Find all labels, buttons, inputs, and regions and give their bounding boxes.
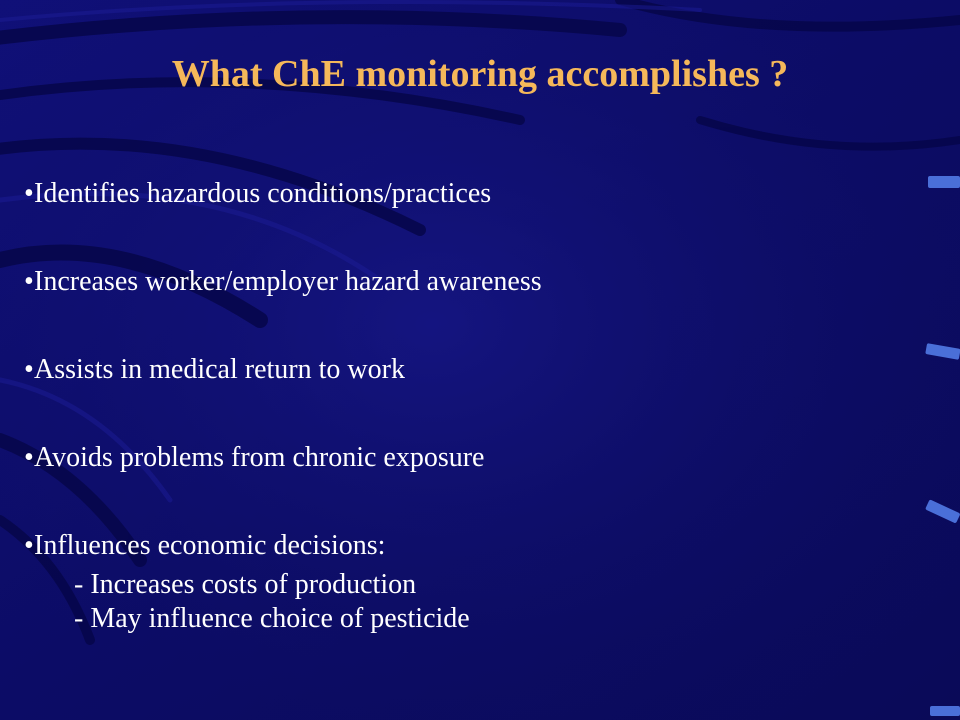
slide-title: What ChE monitoring accomplishes ? — [171, 53, 789, 95]
bullet-avoids-problems — [24, 436, 542, 480]
bullet-list — [24, 172, 542, 680]
bullet-identifies — [24, 172, 542, 216]
bullet-increases-awareness — [24, 260, 542, 304]
bullet-dot-icon: • — [24, 266, 34, 297]
bullet-text: Influences economic decisions: — [34, 530, 386, 561]
bullet-influences-economic — [24, 524, 542, 636]
bullet-text: Identifies hazardous conditions/practices — [34, 178, 492, 209]
bullet-text: Increases worker/employer hazard awareness — [34, 266, 542, 297]
bullet-dot-icon: • — [24, 530, 34, 561]
bullet-text: Assists in medical return to work — [34, 354, 405, 385]
bullet-dot-icon: • — [24, 442, 34, 473]
bullet-text: Avoids problems from chronic exposure — [34, 442, 485, 473]
bullet-assists-return — [24, 348, 542, 392]
bullet-dot-icon: • — [24, 178, 34, 209]
sub-bullet-pesticide: - May influence choice of pesticide — [74, 603, 470, 634]
bullet-dot-icon: • — [24, 354, 34, 385]
sub-bullet-costs: - Increases costs of production — [74, 569, 417, 600]
